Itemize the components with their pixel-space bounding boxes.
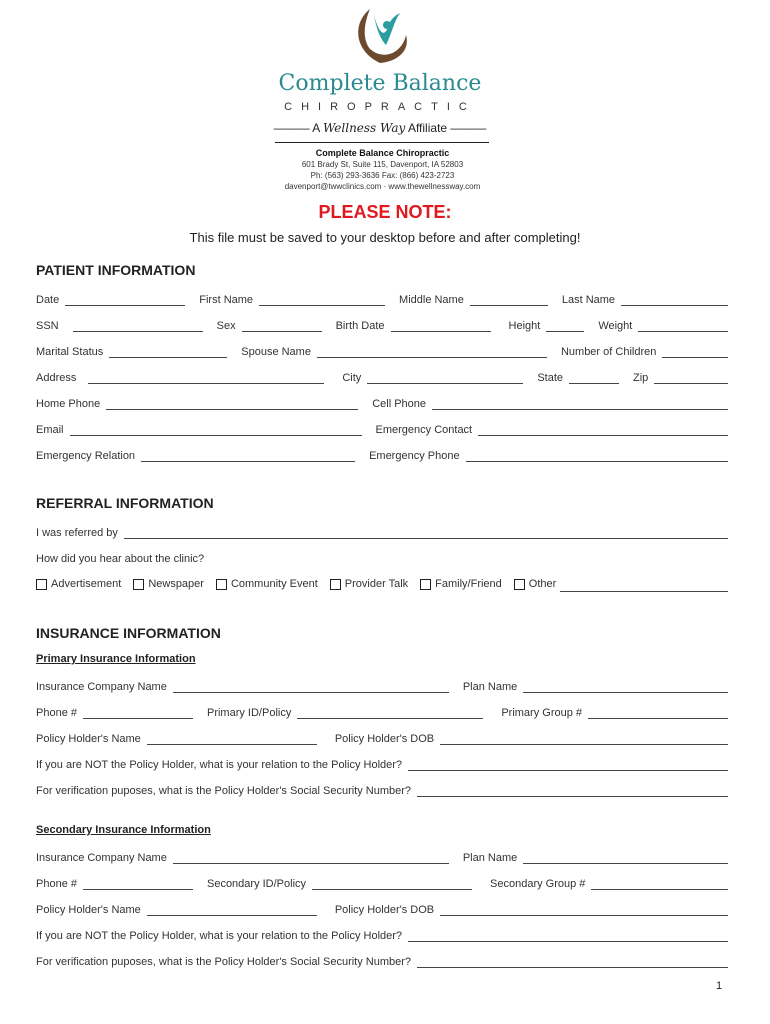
header-divider [275, 142, 489, 143]
patient-row-marital [36, 342, 728, 358]
secondary-plan-label: Plan Name [462, 852, 518, 864]
sex-field[interactable] [242, 320, 322, 332]
option-newspaper[interactable]: Newspaper [133, 578, 204, 590]
address-line-1: 601 Brady St, Suite 115, Davenport, IA 52803 [301, 160, 464, 169]
primary-group-label: Primary Group # [501, 707, 583, 719]
secondary-company-field[interactable] [173, 852, 449, 864]
checkbox-icon[interactable] [216, 579, 227, 590]
secondary-phone-field[interactable] [83, 878, 193, 890]
primary-id-field[interactable] [297, 707, 483, 719]
sex-label: Sex [216, 320, 236, 332]
checkbox-icon[interactable] [420, 579, 431, 590]
first-name-field[interactable] [259, 294, 385, 306]
option-family-friend[interactable]: Family/Friend [420, 578, 502, 590]
primary-row-phone [36, 703, 728, 719]
patient-row-address [36, 368, 728, 384]
affiliate-line: ——— A Wellness Way Affiliate ——— [273, 121, 487, 135]
affiliate-a: A [312, 121, 320, 135]
primary-row-holder [36, 729, 728, 745]
secondary-id-label: Secondary ID/Policy [206, 878, 307, 890]
zip-label: Zip [633, 372, 649, 384]
primary-holder-name-field[interactable] [147, 733, 317, 745]
checkbox-icon[interactable] [330, 579, 341, 590]
home-phone-label: Home Phone [36, 398, 101, 410]
option-advertisement[interactable]: Advertisement [36, 578, 121, 590]
cell-phone-field[interactable] [432, 398, 728, 410]
ssn-field[interactable] [73, 320, 203, 332]
emergency-phone-label: Emergency Phone [369, 450, 460, 462]
primary-row-company [36, 677, 728, 693]
primary-insurance-heading: Primary Insurance Information [36, 653, 196, 665]
secondary-group-label: Secondary Group # [490, 878, 586, 890]
primary-row-relation [36, 755, 728, 771]
emergency-contact-label: Emergency Contact [375, 424, 473, 436]
last-name-field[interactable] [621, 294, 728, 306]
city-field[interactable] [367, 372, 523, 384]
weight-label: Weight [598, 320, 633, 332]
home-phone-field[interactable] [106, 398, 358, 410]
page-number: 1 [716, 980, 723, 992]
emergency-relation-label: Emergency Relation [36, 450, 136, 462]
city-label: City [342, 372, 362, 384]
height-label: Height [508, 320, 541, 332]
patient-row-names [36, 290, 728, 306]
clinic-logo [270, 5, 490, 145]
clinic-address [270, 148, 495, 192]
wellness-way-script: Wellness Way [322, 121, 406, 135]
secondary-plan-field[interactable] [523, 852, 728, 864]
secondary-row-phone [36, 874, 728, 890]
brand-subtitle: CHIROPRACTIC [284, 101, 476, 113]
option-community-event[interactable]: Community Event [216, 578, 318, 590]
referred-by-label: I was referred by [36, 527, 118, 539]
secondary-phone-label: Phone # [36, 878, 77, 890]
checkbox-icon[interactable] [133, 579, 144, 590]
address-label: Address [36, 372, 77, 384]
secondary-company-label: Insurance Company Name [36, 852, 167, 864]
referral-row [36, 523, 728, 539]
primary-company-field[interactable] [173, 681, 449, 693]
last-name-label: Last Name [561, 294, 616, 306]
primary-holder-dob-label: Policy Holder's DOB [334, 733, 435, 745]
referral-info-heading: REFERRAL INFORMATION [36, 495, 214, 511]
other-field[interactable] [560, 580, 728, 592]
birth-date-field[interactable] [391, 320, 491, 332]
please-note-title: PLEASE NOTE: [318, 202, 452, 222]
weight-field[interactable] [638, 320, 728, 332]
brand-name: Complete Balance [278, 71, 482, 96]
secondary-holder-name-label: Policy Holder's Name [36, 904, 141, 916]
birth-date-label: Birth Date [335, 320, 385, 332]
option-other[interactable]: Other [514, 578, 557, 590]
first-name-label: First Name [199, 294, 254, 306]
primary-holder-ssn-field[interactable] [417, 785, 728, 797]
secondary-row-ssn [36, 952, 728, 968]
marital-status-field[interactable] [109, 346, 227, 358]
primary-plan-label: Plan Name [462, 681, 518, 693]
secondary-row-holder [36, 900, 728, 916]
email-label: Email [36, 424, 64, 436]
secondary-holder-ssn-field[interactable] [417, 956, 728, 968]
checkbox-icon[interactable] [36, 579, 47, 590]
primary-phone-label: Phone # [36, 707, 77, 719]
patient-row-ssn [36, 316, 728, 332]
secondary-holder-ssn-label: For verification puposes, what is the Policy Holder's Social Security Number? [36, 956, 412, 968]
secondary-holder-name-field[interactable] [147, 904, 317, 916]
height-field[interactable] [546, 320, 584, 332]
affiliate-word: Affiliate [407, 121, 448, 135]
save-instruction: This file must be saved to your desktop before and after completing! [189, 230, 581, 245]
wellness-figure-icon [340, 5, 420, 67]
emergency-contact-field[interactable] [478, 424, 728, 436]
secondary-id-field[interactable] [312, 878, 472, 890]
zip-field[interactable] [654, 372, 728, 384]
address-clinic-name: Complete Balance Chiropractic [315, 148, 450, 158]
secondary-row-relation [36, 926, 728, 942]
emergency-phone-field[interactable] [466, 450, 728, 462]
checkbox-icon[interactable] [514, 579, 525, 590]
primary-holder-name-label: Policy Holder's Name [36, 733, 141, 745]
primary-group-field[interactable] [588, 707, 728, 719]
email-field[interactable] [70, 424, 362, 436]
cell-phone-label: Cell Phone [372, 398, 427, 410]
secondary-group-field[interactable] [591, 878, 728, 890]
spouse-name-label: Spouse Name [241, 346, 311, 358]
referred-by-field[interactable] [124, 527, 728, 539]
middle-name-field[interactable] [470, 294, 548, 306]
address-field[interactable] [88, 372, 324, 384]
insurance-info-heading: INSURANCE INFORMATION [36, 625, 221, 641]
patient-row-emergency [36, 446, 728, 462]
middle-name-label: Middle Name [399, 294, 464, 306]
emergency-relation-field[interactable] [141, 450, 355, 462]
address-web-line: davenport@twwclinics.com · www.thewellnessway.com [284, 182, 481, 191]
address-phone-line: Ph: (563) 293-3636 Fax: (866) 423-2723 [310, 171, 455, 180]
primary-plan-field[interactable] [523, 681, 728, 693]
referral-options [36, 576, 728, 592]
hear-about-label: How did you hear about the clinic? [36, 553, 205, 565]
primary-holder-ssn-label: For verification puposes, what is the Policy Holder's Social Security Number? [36, 785, 412, 797]
children-label: Number of Children [560, 346, 657, 358]
secondary-row-company [36, 848, 728, 864]
primary-relation-field[interactable] [408, 759, 728, 771]
state-label: State [537, 372, 563, 384]
primary-holder-dob-field[interactable] [440, 733, 728, 745]
patient-row-email [36, 420, 728, 436]
primary-relation-label: If you are NOT the Policy Holder, what is your relation to the Policy Holder? [36, 759, 403, 771]
secondary-holder-dob-label: Policy Holder's DOB [334, 904, 435, 916]
primary-phone-field[interactable] [83, 707, 193, 719]
state-field[interactable] [569, 372, 619, 384]
option-provider-talk[interactable]: Provider Talk [330, 578, 408, 590]
secondary-relation-field[interactable] [408, 930, 728, 942]
spouse-name-field[interactable] [317, 346, 547, 358]
primary-id-label: Primary ID/Policy [206, 707, 292, 719]
hear-about-row [36, 549, 728, 565]
secondary-holder-dob-field[interactable] [440, 904, 728, 916]
primary-company-label: Insurance Company Name [36, 681, 167, 693]
date-label: Date [36, 294, 60, 306]
primary-row-ssn [36, 781, 728, 797]
secondary-insurance-heading: Secondary Insurance Information [36, 824, 211, 836]
marital-status-label: Marital Status [36, 346, 104, 358]
patient-row-phones [36, 394, 728, 410]
ssn-label: SSN [36, 320, 59, 332]
patient-info-heading: PATIENT INFORMATION [36, 262, 196, 278]
secondary-relation-label: If you are NOT the Policy Holder, what is your relation to the Policy Holder? [36, 930, 403, 942]
children-field[interactable] [662, 346, 728, 358]
date-field[interactable] [65, 294, 185, 306]
